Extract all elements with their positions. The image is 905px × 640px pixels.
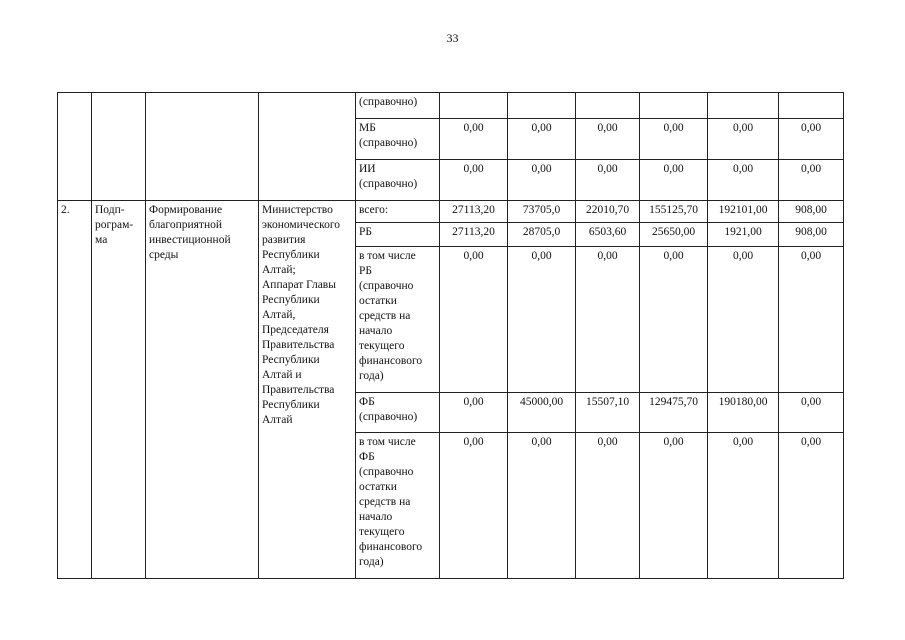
value-cell: 22010,70 xyxy=(576,201,640,223)
value-cell: 45000,00 xyxy=(508,393,576,433)
value-cell: 27113,20 xyxy=(440,223,508,247)
source-cell: РБ xyxy=(356,223,440,247)
source-cell: МБ (справочно) xyxy=(356,119,440,160)
value-cell xyxy=(508,93,576,119)
value-cell: 0,00 xyxy=(708,119,779,160)
value-cell: 6503,60 xyxy=(576,223,640,247)
value-cell: 0,00 xyxy=(440,433,508,579)
table-row xyxy=(58,201,844,223)
value-cell: 908,00 xyxy=(779,223,844,247)
value-cell: 0,00 xyxy=(779,433,844,579)
value-cell: 0,00 xyxy=(440,247,508,393)
page-number: 33 xyxy=(446,31,459,45)
value-cell: 0,00 xyxy=(640,160,708,201)
value-cell xyxy=(640,93,708,119)
value-cell: 0,00 xyxy=(576,119,640,160)
value-cell: 0,00 xyxy=(576,160,640,201)
index-cell-empty xyxy=(58,93,92,201)
budget-table xyxy=(57,92,844,579)
value-cell: 0,00 xyxy=(576,433,640,579)
value-cell: 0,00 xyxy=(640,433,708,579)
source-cell: всего: xyxy=(356,201,440,223)
subprogram-executor: Министерство экономического развития Республики Алтай; Аппарат Главы Республики Алтай, Председателя Правительства Республики Алтай и Правительства Республики Алтай xyxy=(259,201,356,579)
value-cell: 28705,0 xyxy=(508,223,576,247)
value-cell: 0,00 xyxy=(640,247,708,393)
value-cell xyxy=(440,93,508,119)
value-cell xyxy=(779,93,844,119)
subprogram-name: Формирование благоприятной инвестиционной среды xyxy=(146,201,259,579)
value-cell: 25650,00 xyxy=(640,223,708,247)
value-cell: 0,00 xyxy=(640,119,708,160)
value-cell: 0,00 xyxy=(779,247,844,393)
value-cell: 0,00 xyxy=(708,160,779,201)
value-cell: 0,00 xyxy=(440,393,508,433)
value-cell: 0,00 xyxy=(779,160,844,201)
subprogram-type: Подп- рограм- ма xyxy=(92,201,146,579)
value-cell: 27113,20 xyxy=(440,201,508,223)
source-cell: в том числе ФБ (справочно остатки средств на начало текущего финансового года) xyxy=(356,433,440,579)
table-row xyxy=(58,93,844,119)
value-cell: 0,00 xyxy=(708,247,779,393)
value-cell: 73705,0 xyxy=(508,201,576,223)
value-cell: 1921,00 xyxy=(708,223,779,247)
value-cell: 0,00 xyxy=(508,119,576,160)
name-cell-empty xyxy=(146,93,259,201)
value-cell: 15507,10 xyxy=(576,393,640,433)
executor-cell-empty xyxy=(259,93,356,201)
source-cell: в том числе РБ (справочно остатки средств на начало текущего финансового года) xyxy=(356,247,440,393)
value-cell: 0,00 xyxy=(508,160,576,201)
type-cell-empty xyxy=(92,93,146,201)
value-cell: 190180,00 xyxy=(708,393,779,433)
value-cell: 129475,70 xyxy=(640,393,708,433)
value-cell: 0,00 xyxy=(508,247,576,393)
value-cell xyxy=(576,93,640,119)
value-cell: 908,00 xyxy=(779,201,844,223)
value-cell: 192101,00 xyxy=(708,201,779,223)
value-cell: 0,00 xyxy=(508,433,576,579)
value-cell: 0,00 xyxy=(440,160,508,201)
subprogram-index: 2. xyxy=(58,201,92,579)
value-cell: 0,00 xyxy=(779,393,844,433)
value-cell: 0,00 xyxy=(708,433,779,579)
value-cell xyxy=(708,93,779,119)
value-cell: 0,00 xyxy=(576,247,640,393)
value-cell: 0,00 xyxy=(779,119,844,160)
source-cell: ФБ (справочно) xyxy=(356,393,440,433)
source-cell: ИИ (справочно) xyxy=(356,160,440,201)
value-cell: 0,00 xyxy=(440,119,508,160)
source-cell: (справочно) xyxy=(356,93,440,119)
value-cell: 155125,70 xyxy=(640,201,708,223)
